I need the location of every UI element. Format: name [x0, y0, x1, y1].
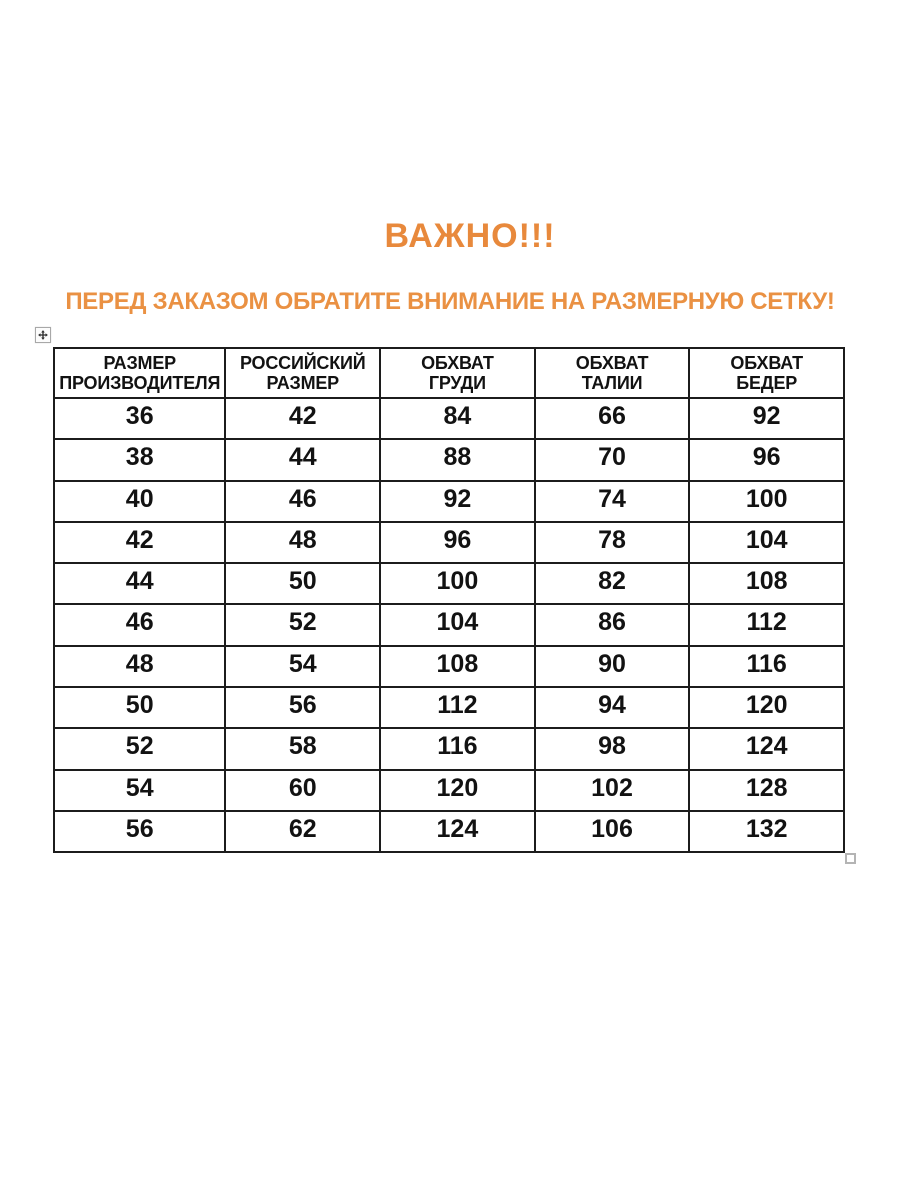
header-row: [54, 348, 844, 398]
size-cell: 48: [225, 522, 380, 563]
size-cell: 132: [689, 811, 844, 852]
size-cell: 42: [225, 398, 380, 439]
column-header: РАЗМЕР ПРОИЗВОДИТЕЛЯ: [54, 348, 225, 398]
size-table-body: [54, 398, 844, 852]
size-cell: 60: [225, 770, 380, 811]
size-cell: 38: [54, 439, 225, 480]
size-cell: 50: [225, 563, 380, 604]
table-row: [54, 687, 844, 728]
size-cell: 116: [380, 728, 535, 769]
size-cell: 74: [535, 481, 690, 522]
size-cell: 108: [380, 646, 535, 687]
size-cell: 106: [535, 811, 690, 852]
size-cell: 102: [535, 770, 690, 811]
size-cell: 50: [54, 687, 225, 728]
size-cell: 54: [225, 646, 380, 687]
size-cell: 40: [54, 481, 225, 522]
table-row: [54, 728, 844, 769]
column-header: ОБХВАТ ТАЛИИ: [535, 348, 690, 398]
table-row: [54, 439, 844, 480]
size-cell: 100: [689, 481, 844, 522]
size-cell: 42: [54, 522, 225, 563]
table-row: [54, 563, 844, 604]
size-cell: 108: [689, 563, 844, 604]
page-subtitle: ПЕРЕД ЗАКАЗОМ ОБРАТИТЕ ВНИМАНИЕ НА РАЗМЕРНУЮ СЕТКУ!: [65, 288, 835, 315]
size-cell: 56: [54, 811, 225, 852]
size-cell: 84: [380, 398, 535, 439]
size-cell: 94: [535, 687, 690, 728]
size-cell: 112: [380, 687, 535, 728]
size-cell: 78: [535, 522, 690, 563]
table-resize-handle[interactable]: [845, 853, 856, 864]
size-table: [53, 347, 845, 853]
size-cell: 98: [535, 728, 690, 769]
size-cell: 44: [225, 439, 380, 480]
size-cell: 62: [225, 811, 380, 852]
table-row: [54, 522, 844, 563]
size-cell: 82: [535, 563, 690, 604]
size-cell: 54: [54, 770, 225, 811]
page-title: ВАЖНО!!!: [384, 217, 556, 255]
size-cell: 46: [54, 604, 225, 645]
size-cell: 58: [225, 728, 380, 769]
table-row: [54, 398, 844, 439]
table-row: [54, 646, 844, 687]
table-row: [54, 604, 844, 645]
size-cell: 44: [54, 563, 225, 604]
column-header: РОССИЙСКИЙ РАЗМЕР: [225, 348, 380, 398]
four-way-arrow-icon: [37, 329, 49, 341]
size-cell: 124: [380, 811, 535, 852]
column-header: ОБХВАТ ГРУДИ: [380, 348, 535, 398]
size-cell: 88: [380, 439, 535, 480]
size-cell: 36: [54, 398, 225, 439]
size-cell: 112: [689, 604, 844, 645]
size-cell: 100: [380, 563, 535, 604]
size-cell: 124: [689, 728, 844, 769]
size-cell: 46: [225, 481, 380, 522]
table-row: [54, 811, 844, 852]
size-cell: 96: [380, 522, 535, 563]
size-cell: 52: [225, 604, 380, 645]
size-cell: 104: [380, 604, 535, 645]
table-row: [54, 770, 844, 811]
table-row: [54, 481, 844, 522]
size-cell: 96: [689, 439, 844, 480]
size-cell: 86: [535, 604, 690, 645]
size-cell: 128: [689, 770, 844, 811]
size-cell: 66: [535, 398, 690, 439]
size-cell: 56: [225, 687, 380, 728]
size-cell: 120: [689, 687, 844, 728]
size-cell: 52: [54, 728, 225, 769]
table-move-handle[interactable]: [35, 327, 51, 343]
size-table-container: [53, 347, 845, 853]
size-cell: 92: [689, 398, 844, 439]
size-cell: 48: [54, 646, 225, 687]
size-cell: 116: [689, 646, 844, 687]
size-cell: 104: [689, 522, 844, 563]
column-header: ОБХВАТ БЕДЕР: [689, 348, 844, 398]
size-cell: 120: [380, 770, 535, 811]
size-cell: 70: [535, 439, 690, 480]
size-table-header: [54, 348, 844, 398]
size-cell: 92: [380, 481, 535, 522]
size-cell: 90: [535, 646, 690, 687]
